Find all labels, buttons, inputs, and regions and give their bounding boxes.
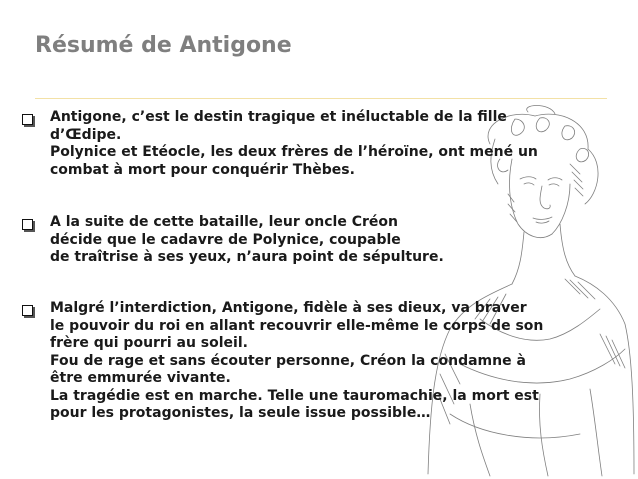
text-line: le pouvoir du roi en allant recouvrir elle-même le corps de son — [50, 317, 544, 334]
text-line: Polynice et Etéocle, les deux frères de l’héroïne, ont mené un — [50, 144, 538, 160]
text-line: Antigone, c’est le destin tragique et inéluctable de la fille — [50, 109, 507, 125]
text-line: frère qui pourri au soleil. — [50, 335, 248, 351]
text-line: Fou de rage et sans écouter personne, Créon la condamne à — [50, 352, 526, 369]
text-line: La tragédie est en marche. Telle une tauromachie, la mort est — [50, 387, 539, 404]
slide-title: Résumé de Antigone — [35, 33, 292, 58]
text-line: d’Œdipe. — [50, 126, 122, 143]
text-line: être emmurée vivante. — [50, 370, 231, 386]
text-line: décide que le cadavre de Polynice, coupable — [50, 231, 401, 248]
bullet-text — [50, 109, 635, 179]
square-bullet-icon — [22, 219, 33, 230]
bullet-text — [50, 300, 635, 423]
square-bullet-icon — [22, 114, 33, 125]
text-line: de traîtrise à ses yeux, n’aura point de sépulture. — [50, 249, 444, 265]
square-bullet-icon — [22, 305, 33, 316]
text-line: pour les protagonistes, la seule issue possible… — [50, 405, 431, 421]
text-line: A la suite de cette bataille, leur oncle Créon — [50, 214, 398, 230]
bullet-text — [50, 214, 635, 267]
text-line: Malgré l’interdiction, Antigone, fidèle à ses dieux, va braver — [50, 300, 527, 316]
text-line: combat à mort pour conquérir Thèbes. — [50, 161, 355, 178]
